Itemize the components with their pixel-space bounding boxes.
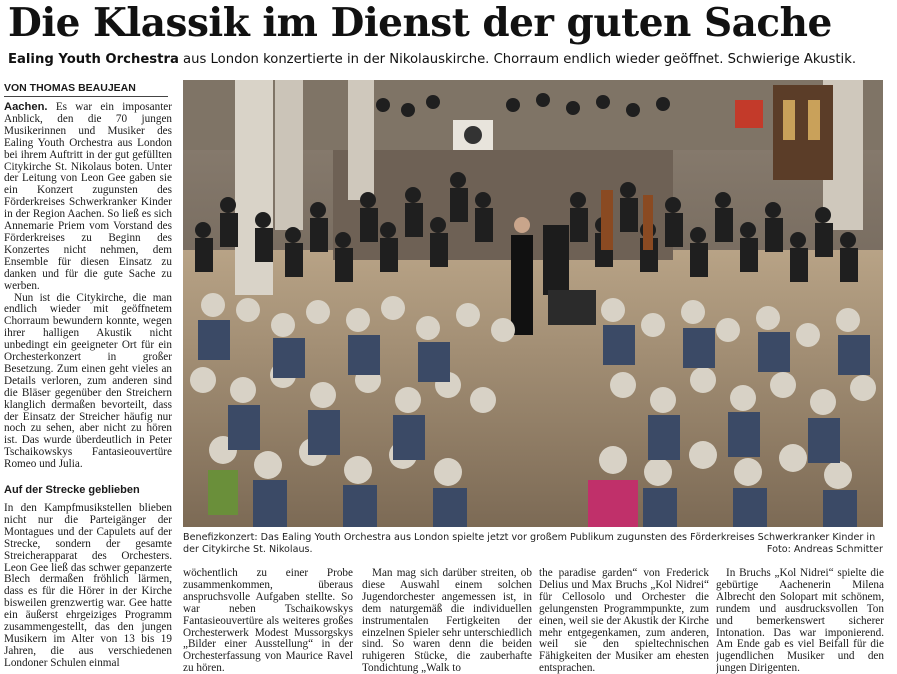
- section-subheading: Auf der Strecke geblieben: [4, 484, 140, 497]
- article-subheadline: [8, 52, 892, 67]
- column-3-text: Man mag sich darüber streiten, ob diese Auswahl einem solchen Jugendorchester angemessen ist, in dem naturgemäß die individuellen instrumentalen Fertigkeiten der einzelnen Spieler sehr unterschiedlich sind. So waren denn die beiden ruhigeren Stücke, die zauberhafte Tondichtung „Walk to: [362, 568, 532, 674]
- paragraph-1-text: Es war ein imposanter Anblick, den die 70 jungen Musikerinnen und Musiker des Ealing Youth Orchestra aus London bei ihrem Auftritt in der gut gefüllten Citykirche St. Nikolaus boten. Unter der Leitung von Leon Gee gaben sie ein Konzert zugunsten des Förderkreises Schwerkranker Kinder in der Region Aachen. So ließ es sich Annemarie Priem vom Vorstand des Förderkreises zu Beginn des Konzertes nicht nehmen, dem Ensemble für diesen Einsatz zu danken und für die gute Sache zu werben.: [4, 102, 172, 292]
- concert-photo: [183, 80, 883, 527]
- paragraph-2: Nun ist die Citykirche, die man endlich wieder mit geöffnetem Chorraum bewundern konnte, wegen ihrer halligen Akustik nicht unbedingt ein geeigneter Ort für ein Orchesterkonzert in großer Besetzung. Zum einen geht vieles an Details verloren, zum anderen sind die Bläser gegenüber den Streichern klanglich dermaßen bevorteilt, dass der Einsatz der Streicher häufig nur noch zu sehen, aber nicht zu hören ist. Das wurde überdeutlich in Peter Tschaikowskys Fantasieouvertüre Romeo und Julia.: [4, 291, 172, 471]
- byline: VON THOMAS BEAUJEAN: [4, 82, 168, 97]
- dateline: Aachen.: [4, 102, 48, 113]
- subhead-rest: aus London konzertierte in der Nikolauskirche. Chorraum endlich wieder geöffnet. Schwierige Akustik.: [178, 52, 857, 67]
- caption-text: Benefizkonzert: Das Ealing Youth Orchestra aus London spielte jetzt vor großem Publikum zugunsten des Förderkreises Schwerkranker Kinder in der Citykirche St. Nikolaus.: [183, 532, 876, 555]
- article-column-1: [4, 102, 172, 674]
- article-headline: Die Klassik im Dienst der guten Sache: [8, 0, 832, 46]
- column-2-text: wöchentlich zu einer Probe zusammenkommen, überaus anspruchsvolle Aufgaben stellte. So war neben Tschaikowskys Fantasieouvertüre als weiteres großes Orchesterwerk Modest Mussorgskys „Bilder einer Ausstellung“ in der Orchesterfassung von Maurice Ravel zu hören.: [183, 568, 353, 674]
- article-column-4: [539, 568, 709, 674]
- column-5-text: In Bruchs „Kol Nidrei“ spielte die gebürtige Aachenerin Milena Albrecht den Solopart mit schönem, rundem und ausdrucksvollen Ton und bemerkenswert sicherer Intonation. Das war imponierend. Am Ende gab es viel Beifall für die jugendlichen Musiker und den jungen Dirigenten.: [716, 568, 884, 674]
- article-column-3: [362, 568, 532, 674]
- article-column-2: [183, 568, 353, 674]
- orchestra-in-church-image: [183, 80, 883, 527]
- photo-credit: Foto: Andreas Schmitter: [766, 544, 883, 555]
- column-4-text: the paradise garden“ von Frederick Delius und Max Bruchs „Kol Nidrei“ für Cellosolo und Orchester die gelungensten Programmpunkte, zum einen, weil sie der Akustik der Kirche mehr entgegenkamen, zum anderen, weil sie den spieltechnischen Fähigkeiten der Musiker am ehesten entsprachen.: [539, 568, 709, 674]
- paragraph-1: [4, 102, 172, 293]
- paragraph-3: In den Kampfmusikstellen blieben nicht nur die Parteigänger der Montagues und der Capulets auf der Strecke, sondern der gesamte Streicherapparat des Orchesters. Leon Gee ließ das schwer gepanzerte Blech dermaßen fröhlich lärmen, dass es für die Hörer in der Kirche bisweilen grenzwertig war. Gee hatte ein äußerst ehrgeiziges Programm zusammengestellt, das den jungen Musikern im Alter von 13 bis 19 Jahren, die aus verschiedenen Londoner Schulen einmal: [4, 502, 172, 669]
- article-column-5: [716, 568, 884, 674]
- photo-caption: [183, 532, 883, 556]
- subhead-lead: Ealing Youth Orchestra: [8, 52, 179, 67]
